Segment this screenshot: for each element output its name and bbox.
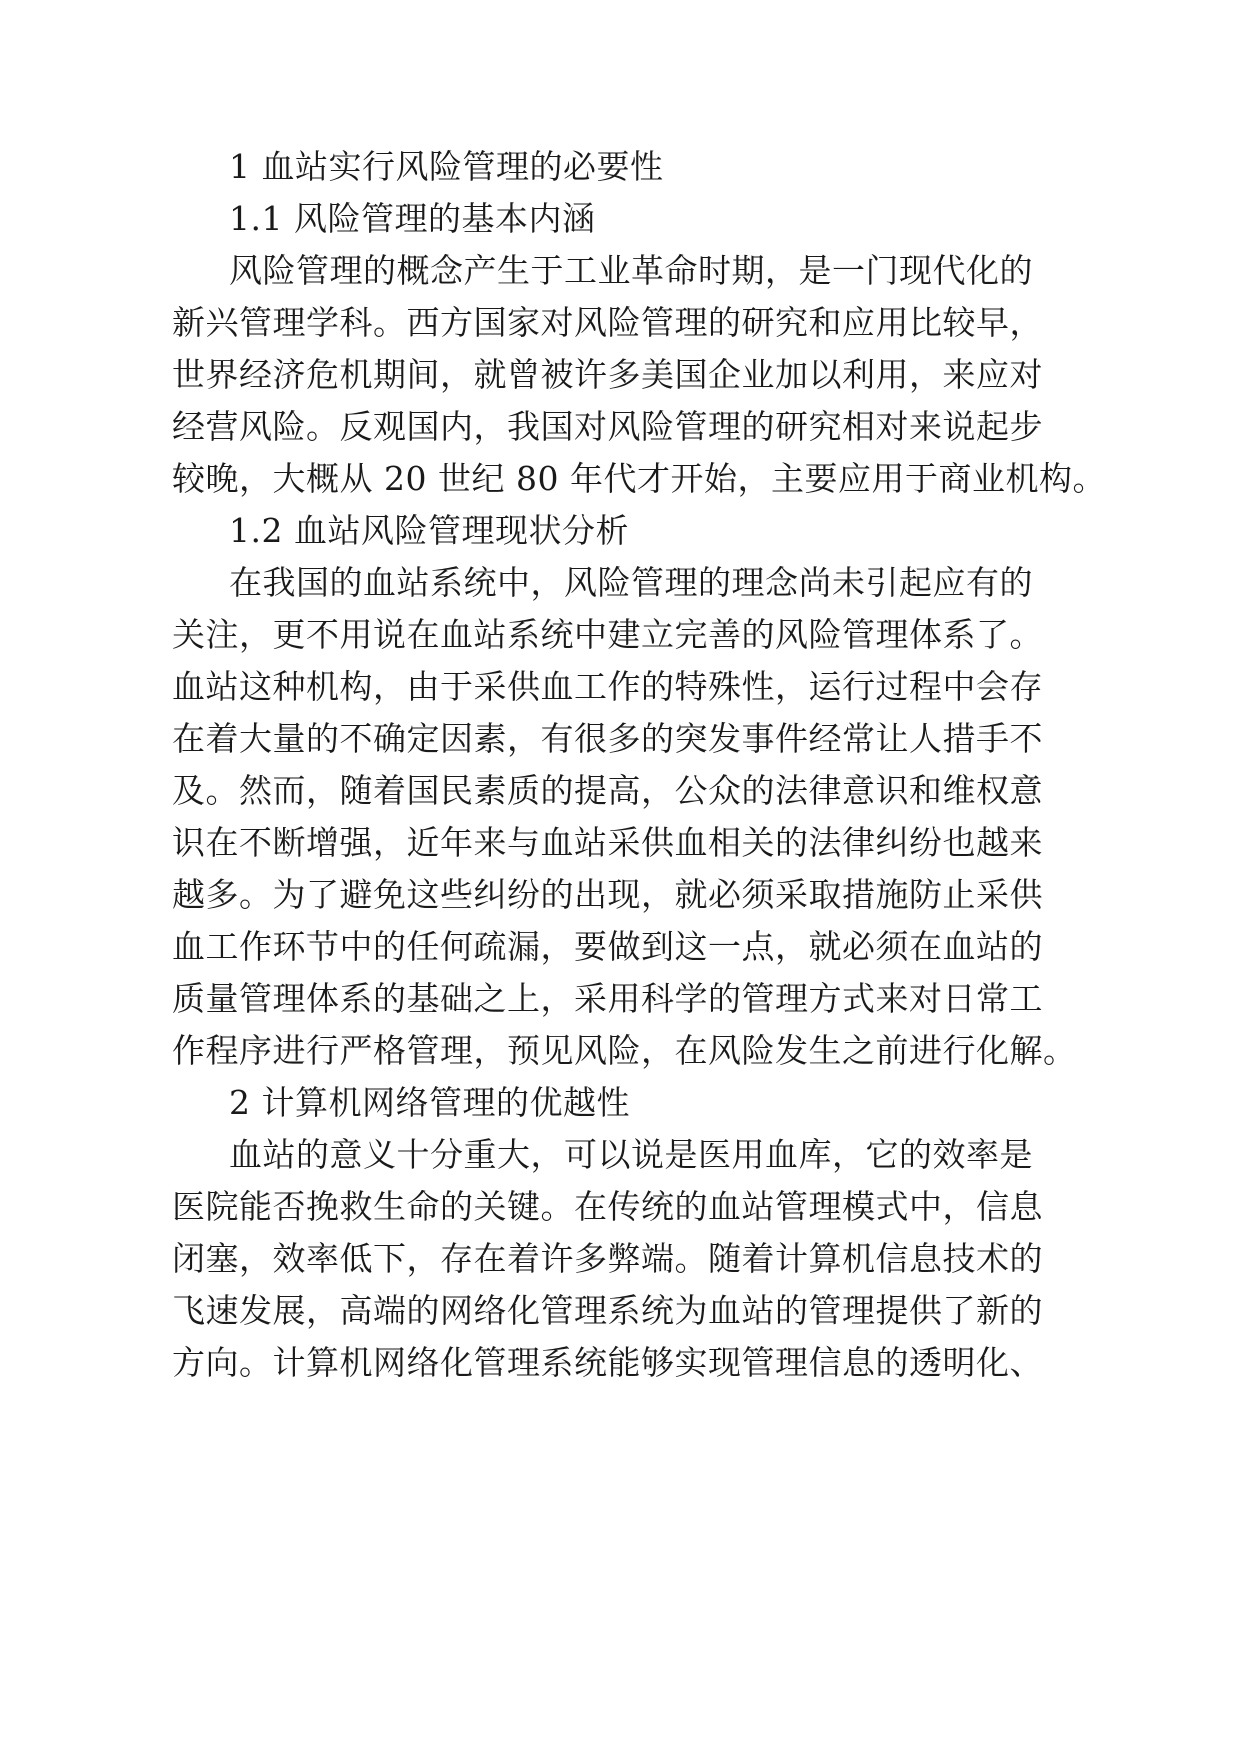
paragraph-line: 方向。计算机网络化管理系统能够实现管理信息的透明化、	[172, 1343, 1043, 1382]
paragraph-line: 新兴管理学科。西方国家对风险管理的研究和应用比较早，	[172, 303, 1043, 342]
paragraph-line: 及。然而，随着国民素质的提高，公众的法律意识和维权意	[172, 771, 1043, 810]
paragraph-line: 在我国的血站系统中，风险管理的理念尚未引起应有的	[229, 563, 1033, 602]
subsection-heading: 1.2 血站风险管理现状分析	[229, 511, 629, 550]
section-heading: 1 血站实行风险管理的必要性	[229, 147, 664, 186]
subsection-heading: 1.1 风险管理的基本内涵	[229, 199, 596, 238]
paragraph-line: 血工作环节中的任何疏漏，要做到这一点，就必须在血站的	[172, 927, 1043, 966]
paragraph-line: 飞速发展，高端的网络化管理系统为血站的管理提供了新的	[172, 1291, 1043, 1330]
paragraph-line: 经营风险。反观国内，我国对风险管理的研究相对来说起步	[172, 407, 1043, 446]
paragraph-line: 较晚，大概从 20 世纪 80 年代才开始，主要应用于商业机构。	[172, 459, 1106, 498]
paragraph-line: 血站的意义十分重大，可以说是医用血库，它的效率是	[229, 1135, 1033, 1174]
paragraph-line: 闭塞，效率低下，存在着许多弊端。随着计算机信息技术的	[172, 1239, 1043, 1278]
section-heading: 2 计算机网络管理的优越性	[229, 1083, 630, 1122]
paragraph-line: 医院能否挽救生命的关键。在传统的血站管理模式中，信息	[172, 1187, 1043, 1226]
paragraph-line: 血站这种机构，由于采供血工作的特殊性，运行过程中会存	[172, 667, 1043, 706]
paragraph-line: 识在不断增强，近年来与血站采供血相关的法律纠纷也越来	[172, 823, 1043, 862]
paragraph-line: 关注，更不用说在血站系统中建立完善的风险管理体系了。	[172, 615, 1043, 654]
paragraph-line: 作程序进行严格管理，预见风险，在风险发生之前进行化解。	[172, 1031, 1077, 1070]
paragraph-line: 越多。为了避免这些纠纷的出现，就必须采取措施防止采供	[172, 875, 1043, 914]
paragraph-line: 质量管理体系的基础之上，采用科学的管理方式来对日常工	[172, 979, 1043, 1018]
paragraph-line: 在着大量的不确定因素，有很多的突发事件经常让人措手不	[172, 719, 1043, 758]
paragraph-line: 世界经济危机期间，就曾被许多美国企业加以利用，来应对	[172, 355, 1043, 394]
paragraph-line: 风险管理的概念产生于工业革命时期，是一门现代化的	[229, 251, 1033, 290]
